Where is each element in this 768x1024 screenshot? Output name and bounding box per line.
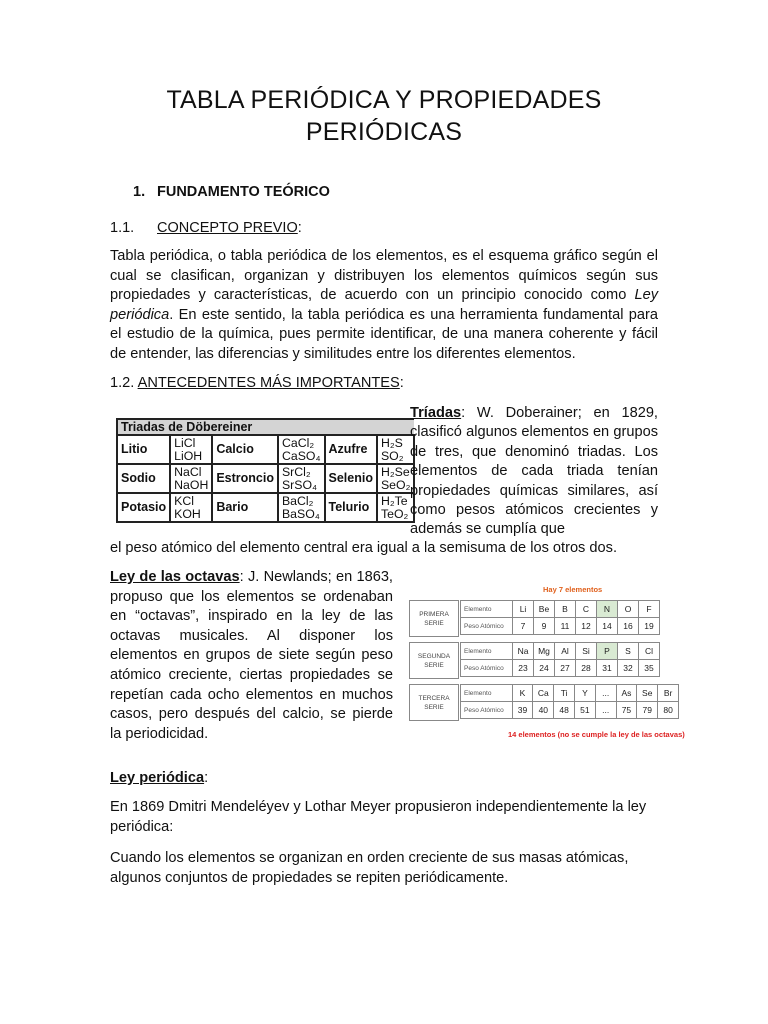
atomic-weight: 80 bbox=[658, 702, 679, 719]
ley-periodica-heading bbox=[110, 770, 208, 786]
octavas-top-note: Hay 7 elementos bbox=[543, 585, 603, 594]
atomic-weight: 48 bbox=[554, 702, 575, 719]
ley-paragraph-1: En 1869 Dmitri Mendeléyev y Lothar Meyer propusieron independientemente la ley periódica: bbox=[110, 799, 647, 835]
compound: H₂Se bbox=[380, 464, 410, 479]
ley-paragraph-2: Cuando los elementos se organizan en orden creciente de sus masas atómicas, algunos conjuntos de propiedades se repiten periódicamente. bbox=[110, 850, 629, 886]
element-symbol: Al bbox=[555, 643, 576, 660]
atomic-weight: 31 bbox=[597, 660, 618, 677]
atomic-weight: 79 bbox=[637, 702, 658, 719]
concept-text-b: . En este sentido, la tabla periódica es una herramienta fundamental para el estudio de la química, pues permite identificar, de una manera coherente y fácil de entender, las diferencias y similitudes entre los diferentes elementos. bbox=[110, 306, 658, 362]
atomic-weight: 32 bbox=[618, 660, 639, 677]
serie-name: SEGUNDA bbox=[417, 652, 451, 660]
serie-table bbox=[460, 600, 660, 635]
serie-name: TERCERA bbox=[418, 694, 450, 702]
atomic-weight: 27 bbox=[555, 660, 576, 677]
subsection-number: 1.1. bbox=[110, 220, 135, 236]
atomic-weight: 28 bbox=[576, 660, 597, 677]
element-symbol: Cl bbox=[639, 643, 660, 660]
atomic-weight: 7 bbox=[513, 618, 534, 635]
element-row bbox=[461, 685, 679, 702]
element-cell: Bario bbox=[212, 493, 278, 522]
triadas-text: : W. Doberainer; en 1829, clasificó algunos elementos en grupos de tres, que denominó triadas. Los elementos de cada triada tenían propiedades químicas similares, así como pesos atómicos crecientes y además se cumplía que bbox=[410, 405, 658, 538]
element-symbol: F bbox=[639, 601, 660, 618]
element-row bbox=[461, 643, 660, 660]
page-title bbox=[110, 84, 658, 148]
compound: SrSO₄ bbox=[281, 477, 318, 492]
element-symbol: K bbox=[512, 685, 533, 702]
serie-segunda bbox=[409, 642, 679, 679]
compound: BaSO₄ bbox=[281, 506, 320, 521]
colon: : bbox=[399, 375, 404, 391]
atomic-weight: 40 bbox=[533, 702, 554, 719]
serie-name: SERIE bbox=[424, 661, 444, 669]
element-cell: Litio bbox=[117, 435, 170, 464]
compound: KOH bbox=[174, 506, 201, 521]
colon: : bbox=[204, 770, 209, 786]
compound-cell bbox=[170, 464, 212, 493]
triadas-last-line: el peso atómico del elemento central era igual a la semisuma de los otros dos. bbox=[110, 540, 617, 556]
atomic-weight: 24 bbox=[534, 660, 555, 677]
compound: BaCl₂ bbox=[281, 493, 314, 508]
atomic-weight: 51 bbox=[575, 702, 596, 719]
compound: SO₂ bbox=[380, 448, 404, 463]
concept-paragraph bbox=[110, 247, 658, 365]
row-label: Peso Atómico bbox=[461, 618, 513, 635]
triadas-paragraph bbox=[410, 404, 658, 540]
compound-cell bbox=[278, 435, 325, 464]
octavas-paragraph bbox=[110, 568, 393, 744]
atomic-weight: ... bbox=[595, 702, 616, 719]
compound-cell bbox=[377, 435, 414, 464]
compound: KCl bbox=[174, 493, 194, 508]
subsection-1-1-heading bbox=[110, 220, 302, 236]
weight-row bbox=[461, 702, 679, 719]
element-cell: Selenio bbox=[325, 464, 377, 493]
element-symbol: As bbox=[616, 685, 637, 702]
octavas-bottom-note: 14 elementos (no se cumple la ley de las octavas) bbox=[508, 730, 685, 739]
subsection-number: 1.2. bbox=[110, 375, 138, 391]
element-symbol: S bbox=[618, 643, 639, 660]
colon: : bbox=[297, 220, 302, 236]
element-symbol: B bbox=[555, 601, 576, 618]
compound: LiCl bbox=[174, 435, 196, 450]
compound: SrCl₂ bbox=[281, 464, 311, 479]
triadas-table bbox=[116, 418, 415, 523]
section-title: FUNDAMENTO TEÓRICO bbox=[157, 184, 330, 200]
serie-label bbox=[409, 684, 459, 721]
atomic-weight: 14 bbox=[597, 618, 618, 635]
element-symbol-highlighted: P bbox=[597, 643, 618, 660]
row-label: Elemento bbox=[461, 643, 513, 660]
concept-text-a: Tabla periódica, o tabla periódica de los elementos, es el esquema gráfico según el cual se clasifican, organizan y distribuyen los elementos químicos según sus propiedades y características, de acuerdo con un principio conocido como bbox=[110, 248, 658, 304]
weight-row bbox=[461, 618, 660, 635]
serie-name: SERIE bbox=[424, 703, 444, 711]
compound: CaSO₄ bbox=[281, 448, 321, 463]
octavas-label: Ley de las octavas bbox=[110, 569, 240, 585]
element-symbol: Y bbox=[575, 685, 596, 702]
atomic-weight: 11 bbox=[555, 618, 576, 635]
compound-cell bbox=[377, 493, 414, 522]
atomic-weight: 9 bbox=[534, 618, 555, 635]
row-label: Peso Atómico bbox=[461, 702, 513, 719]
atomic-weight: 12 bbox=[576, 618, 597, 635]
element-cell: Sodio bbox=[117, 464, 170, 493]
element-symbol: Si bbox=[576, 643, 597, 660]
triadas-label: Tríadas bbox=[410, 405, 462, 421]
triadas-row bbox=[117, 435, 414, 464]
compound: H₂Te bbox=[380, 493, 408, 508]
compound: TeO₂ bbox=[380, 506, 409, 521]
element-cell: Estroncio bbox=[212, 464, 278, 493]
element-symbol-highlighted: N bbox=[597, 601, 618, 618]
compound: LiOH bbox=[174, 448, 203, 463]
serie-label bbox=[409, 600, 459, 637]
element-cell: Calcio bbox=[212, 435, 278, 464]
row-label: Elemento bbox=[461, 601, 513, 618]
element-symbol: Br bbox=[658, 685, 679, 702]
element-symbol: Ti bbox=[554, 685, 575, 702]
element-symbol: Se bbox=[637, 685, 658, 702]
compound-cell bbox=[170, 493, 212, 522]
element-symbol: Mg bbox=[534, 643, 555, 660]
subsection-title: ANTECEDENTES MÁS IMPORTANTES bbox=[137, 375, 400, 391]
row-label: Peso Atómico bbox=[461, 660, 513, 677]
atomic-weight: 35 bbox=[639, 660, 660, 677]
element-row bbox=[461, 601, 660, 618]
element-symbol: ... bbox=[595, 685, 616, 702]
atomic-weight: 23 bbox=[513, 660, 534, 677]
serie-label bbox=[409, 642, 459, 679]
serie-primera bbox=[409, 600, 679, 637]
concept-italic: Ley periódica bbox=[110, 287, 658, 323]
triadas-header-row bbox=[117, 419, 414, 435]
element-cell: Potasio bbox=[117, 493, 170, 522]
serie-name: PRIMERA bbox=[419, 610, 449, 618]
element-symbol: O bbox=[618, 601, 639, 618]
element-cell: Azufre bbox=[325, 435, 377, 464]
atomic-weight: 75 bbox=[616, 702, 637, 719]
element-cell: Telurio bbox=[325, 493, 377, 522]
element-symbol: Na bbox=[513, 643, 534, 660]
compound: SeO₂ bbox=[380, 477, 411, 492]
serie-table bbox=[460, 642, 660, 677]
element-symbol: Li bbox=[513, 601, 534, 618]
compound-cell bbox=[170, 435, 212, 464]
triadas-row bbox=[117, 493, 414, 522]
element-symbol: C bbox=[576, 601, 597, 618]
compound: H₂S bbox=[380, 435, 403, 450]
serie-name: SERIE bbox=[424, 619, 444, 627]
element-symbol: Be bbox=[534, 601, 555, 618]
compound-cell bbox=[278, 493, 325, 522]
row-label: Elemento bbox=[461, 685, 513, 702]
atomic-weight: 39 bbox=[512, 702, 533, 719]
atomic-weight: 16 bbox=[618, 618, 639, 635]
compound: NaOH bbox=[174, 477, 209, 492]
compound: NaCl bbox=[174, 464, 202, 479]
triadas-row bbox=[117, 464, 414, 493]
compound-cell bbox=[278, 464, 325, 493]
octavas-figure bbox=[408, 580, 685, 745]
compound: CaCl₂ bbox=[281, 435, 315, 450]
triadas-header: Triadas de Döbereiner bbox=[117, 419, 414, 435]
title-line-1: TABLA PERIÓDICA Y PROPIEDADES bbox=[166, 86, 602, 114]
title-line-2: PERIÓDICAS bbox=[305, 118, 463, 146]
atomic-weight: 19 bbox=[639, 618, 660, 635]
subsection-1-2-heading bbox=[110, 375, 404, 391]
octavas-text: : J. Newlands; en 1863, propuso que los elementos se ordenaban en “octavas”, inspirado en la ley de las octavas musicales. Al disponer los elementos en grupos de siete según peso atómico creciente, ciertas propiedades se repetían cada ocho elementos en muchos casos, pero después del calcio, se pierde la periodicidad. bbox=[110, 569, 393, 742]
element-symbol: Ca bbox=[533, 685, 554, 702]
weight-row bbox=[461, 660, 660, 677]
subsection-title: CONCEPTO PREVIO bbox=[157, 220, 298, 236]
section-number: 1. bbox=[133, 184, 146, 200]
serie-table bbox=[460, 684, 679, 719]
compound-cell bbox=[377, 464, 414, 493]
ley-label: Ley periódica bbox=[110, 770, 205, 786]
serie-tercera bbox=[409, 684, 679, 721]
section-heading bbox=[133, 184, 330, 200]
